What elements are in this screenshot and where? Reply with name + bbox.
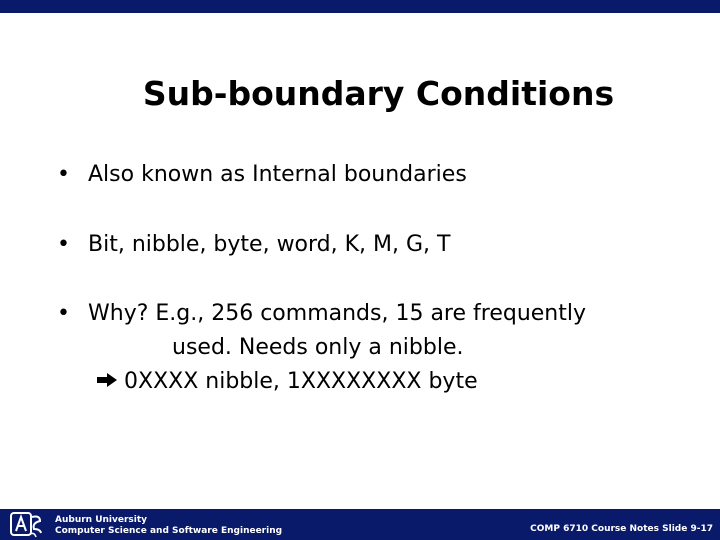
bullet-symbol: •	[57, 162, 70, 187]
bullet-text-units: Bit, nibble, byte, word, K, M, G, T	[88, 232, 451, 257]
auburn-university-logo-icon	[10, 511, 44, 539]
footer-university: Auburn University	[55, 515, 148, 525]
bullet-symbol: •	[57, 301, 70, 326]
bullet-text-internal-boundaries: Also known as Internal boundaries	[88, 162, 467, 187]
footer-institution	[55, 515, 282, 537]
bullet-text-why-continuation: used. Needs only a nibble.	[172, 335, 464, 360]
footer-slide-number: COMP 6710 Course Notes Slide 9-17	[530, 524, 713, 534]
implication-text: 0XXXX nibble, 1XXXXXXXX byte	[124, 369, 478, 394]
right-arrow-icon	[96, 372, 118, 388]
bullet-symbol: •	[57, 232, 70, 257]
slide-title: Sub-boundary Conditions	[142, 74, 615, 113]
implication-line	[96, 365, 478, 399]
bullet-text-why: Why? E.g., 256 commands, 15 are frequently	[88, 301, 587, 326]
footer-department: Computer Science and Software Engineering	[55, 526, 283, 536]
